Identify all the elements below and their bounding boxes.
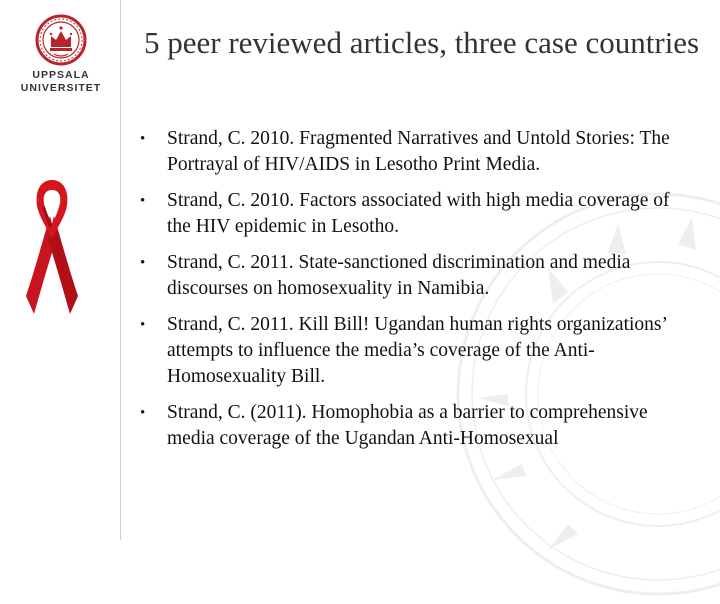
list-item <box>140 400 688 452</box>
list-item <box>140 312 688 390</box>
article-text: Strand, C. 2010. Factors associated with high media coverage of the HIV epidemic in Lesotho. <box>167 190 670 237</box>
list-item <box>140 250 688 302</box>
bullet-dot-icon: • <box>140 405 146 421</box>
logo-text <box>16 69 106 95</box>
article-list <box>140 126 688 462</box>
bullet-dot-icon: • <box>140 255 146 271</box>
article-text: Strand, C. 2010. Fragmented Narratives and Untold Stories: The Portrayal of HIV/AIDS in Lesotho Print Media. <box>167 128 670 175</box>
sidebar-divider <box>120 0 121 540</box>
red-ribbon-icon <box>20 176 84 326</box>
article-text: Strand, C. 2011. State-sanctioned discrimination and media discourses on homosexuality in Namibia. <box>167 252 631 299</box>
bullet-dot-icon: • <box>140 317 146 333</box>
logo-line-uppsala: UPPSALA <box>32 69 90 81</box>
logo-sidebar <box>0 0 120 540</box>
page-title: 5 peer reviewed articles, three case countries <box>144 25 700 60</box>
list-item <box>140 126 688 178</box>
bullet-dot-icon: • <box>140 193 146 209</box>
article-text: Strand, C. 2011. Kill Bill! Ugandan human rights organizations’ attempts to influence the media’s coverage of the Anti-Homosexuality Bill. <box>167 314 667 387</box>
university-logo <box>16 14 106 95</box>
logo-line-universitet: UNIVERSITET <box>20 82 102 94</box>
bullet-dot-icon: • <box>140 131 146 147</box>
list-item <box>140 188 688 240</box>
article-text: Strand, C. (2011). Homophobia as a barrier to comprehensive media coverage of the Ugandan Anti-Homosexual <box>167 402 648 449</box>
university-seal-icon <box>35 14 87 66</box>
